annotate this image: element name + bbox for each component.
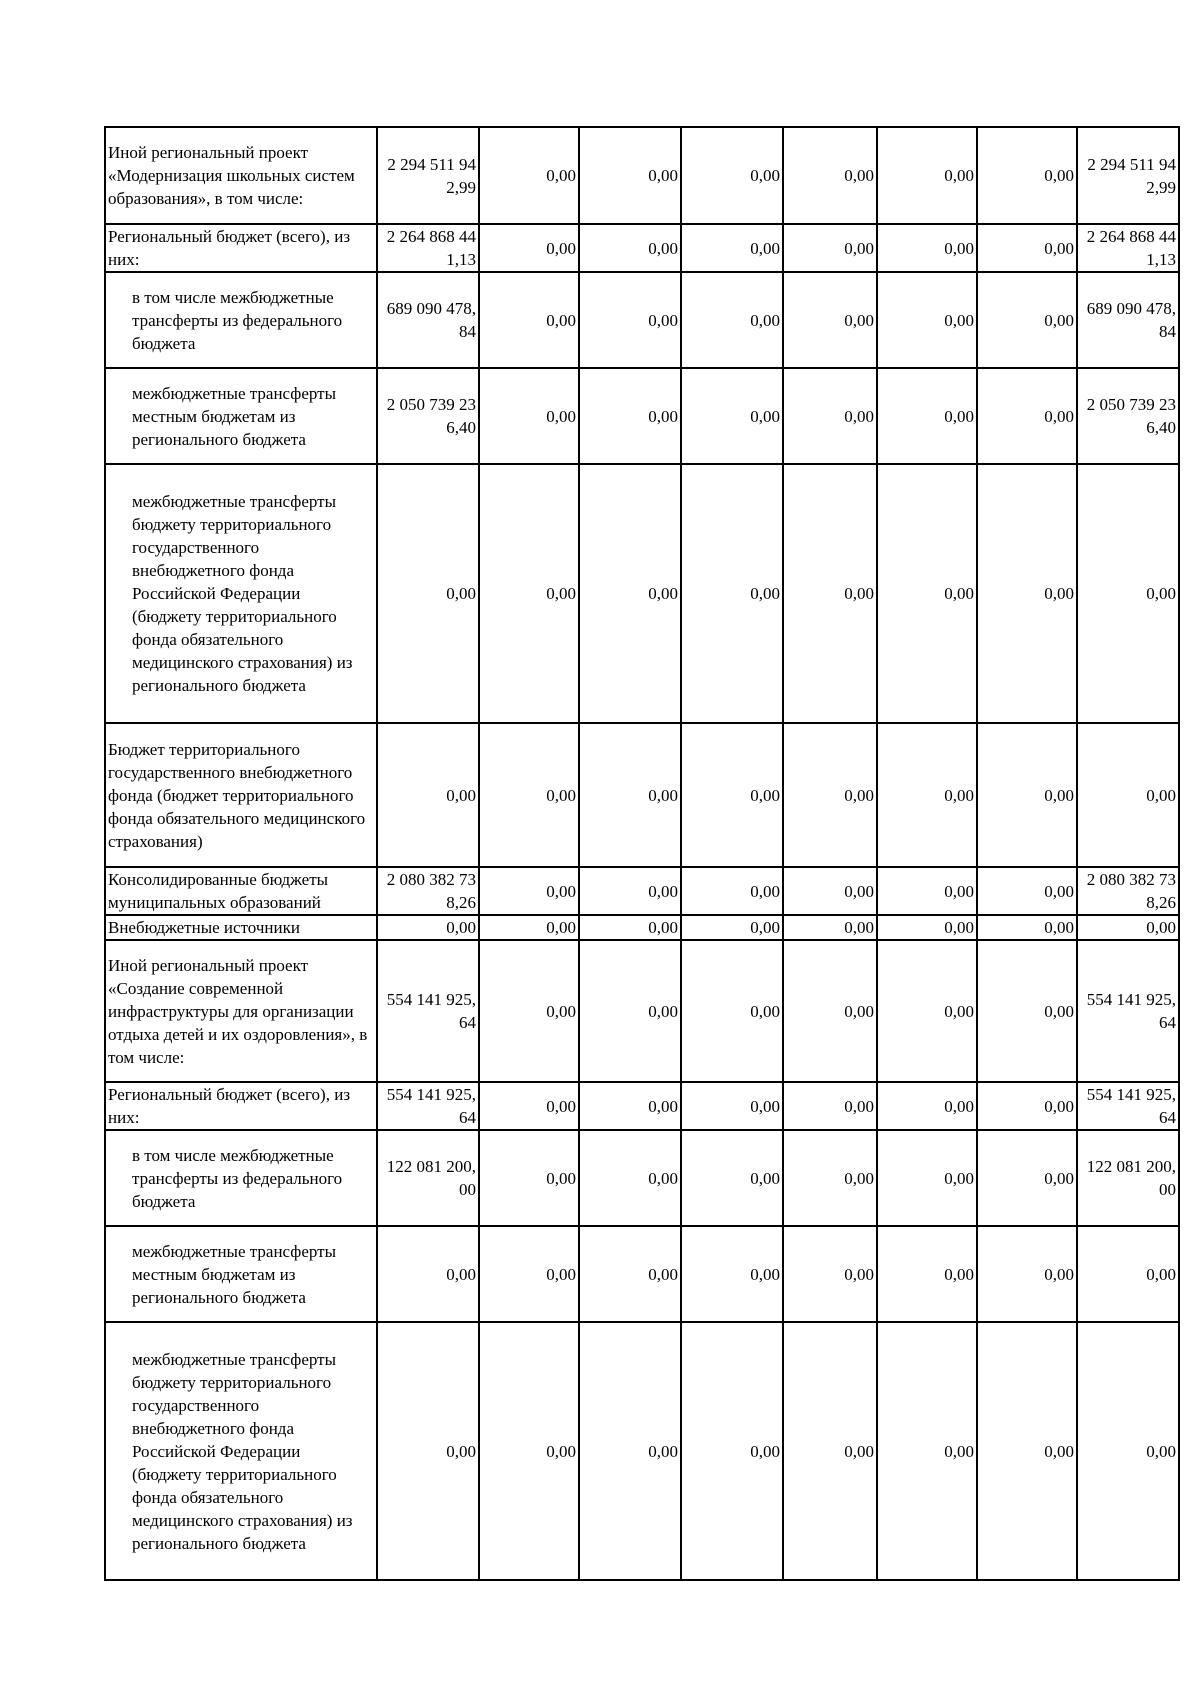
value-cell: 0,00 — [479, 940, 579, 1082]
value-cell: 0,00 — [579, 1082, 681, 1130]
value-cell: 0,00 — [579, 368, 681, 464]
value-cell: 0,00 — [479, 464, 579, 723]
value-cell: 2 264 868 441,13 — [377, 224, 479, 272]
row-label: Внебюджетные источники — [105, 915, 377, 940]
value-cell: 0,00 — [783, 272, 877, 368]
table-row — [105, 1322, 1179, 1580]
value-cell: 122 081 200,00 — [377, 1130, 479, 1226]
value-cell: 554 141 925,64 — [377, 940, 479, 1082]
table-row — [105, 915, 1179, 940]
value-cell: 689 090 478,84 — [377, 272, 479, 368]
value-cell: 689 090 478,84 — [1077, 272, 1179, 368]
value-cell: 0,00 — [681, 1322, 783, 1580]
value-cell: 2 050 739 236,40 — [1077, 368, 1179, 464]
value-cell: 554 141 925,64 — [1077, 940, 1179, 1082]
budget-table — [104, 126, 1180, 1581]
table-row — [105, 1226, 1179, 1322]
value-cell: 0,00 — [579, 915, 681, 940]
value-cell: 2 264 868 441,13 — [1077, 224, 1179, 272]
value-cell: 0,00 — [977, 1082, 1077, 1130]
value-cell: 0,00 — [377, 723, 479, 867]
row-label: Бюджет территориального государственного внебюджетного фонда (бюджет территориального фонда обязательного медицинского страхования) — [105, 723, 377, 867]
value-cell: 0,00 — [783, 915, 877, 940]
value-cell: 0,00 — [877, 1130, 977, 1226]
value-cell: 0,00 — [681, 127, 783, 224]
value-cell: 0,00 — [579, 1130, 681, 1226]
value-cell: 0,00 — [681, 224, 783, 272]
value-cell: 0,00 — [877, 1322, 977, 1580]
value-cell: 0,00 — [977, 723, 1077, 867]
value-cell: 0,00 — [479, 723, 579, 867]
value-cell: 0,00 — [479, 368, 579, 464]
value-cell: 0,00 — [783, 127, 877, 224]
value-cell: 0,00 — [783, 1082, 877, 1130]
value-cell: 0,00 — [579, 272, 681, 368]
value-cell: 2 080 382 738,26 — [1077, 867, 1179, 915]
row-label: межбюджетные трансферты бюджету территориального государственного внебюджетного фонда Российской Федерации (бюджету территориального фонда обязательного медицинского страхования) из регионального бюджета — [105, 464, 377, 723]
value-cell: 0,00 — [479, 1322, 579, 1580]
value-cell: 0,00 — [681, 464, 783, 723]
value-cell: 0,00 — [681, 915, 783, 940]
value-cell: 554 141 925,64 — [1077, 1082, 1179, 1130]
row-label: межбюджетные трансферты местным бюджетам из регионального бюджета — [105, 1226, 377, 1322]
value-cell: 0,00 — [579, 1322, 681, 1580]
value-cell: 0,00 — [783, 368, 877, 464]
value-cell: 0,00 — [977, 368, 1077, 464]
value-cell: 122 081 200,00 — [1077, 1130, 1179, 1226]
value-cell: 0,00 — [479, 915, 579, 940]
value-cell: 0,00 — [579, 940, 681, 1082]
value-cell: 0,00 — [579, 723, 681, 867]
value-cell: 0,00 — [681, 1082, 783, 1130]
table-row — [105, 940, 1179, 1082]
table-row — [105, 1082, 1179, 1130]
value-cell: 0,00 — [783, 940, 877, 1082]
value-cell: 0,00 — [877, 915, 977, 940]
value-cell: 0,00 — [681, 272, 783, 368]
value-cell: 2 294 511 942,99 — [1077, 127, 1179, 224]
value-cell: 0,00 — [377, 915, 479, 940]
value-cell: 0,00 — [1077, 723, 1179, 867]
value-cell: 0,00 — [877, 127, 977, 224]
value-cell: 0,00 — [579, 224, 681, 272]
value-cell: 0,00 — [977, 464, 1077, 723]
value-cell: 0,00 — [877, 1082, 977, 1130]
row-label: межбюджетные трансферты местным бюджетам из регионального бюджета — [105, 368, 377, 464]
value-cell: 0,00 — [681, 368, 783, 464]
value-cell: 0,00 — [681, 1130, 783, 1226]
table-row — [105, 127, 1179, 224]
value-cell: 0,00 — [579, 464, 681, 723]
value-cell: 0,00 — [977, 127, 1077, 224]
value-cell: 0,00 — [377, 1226, 479, 1322]
value-cell: 0,00 — [479, 272, 579, 368]
value-cell: 0,00 — [479, 1130, 579, 1226]
row-label: в том числе межбюджетные трансферты из федерального бюджета — [105, 1130, 377, 1226]
value-cell: 0,00 — [877, 224, 977, 272]
value-cell: 2 050 739 236,40 — [377, 368, 479, 464]
value-cell: 0,00 — [977, 1226, 1077, 1322]
value-cell: 0,00 — [977, 224, 1077, 272]
budget-table-body — [105, 127, 1179, 1580]
value-cell: 0,00 — [783, 1226, 877, 1322]
value-cell: 0,00 — [877, 1226, 977, 1322]
value-cell: 0,00 — [479, 1226, 579, 1322]
row-label: Иной региональный проект «Модернизация школьных систем образования», в том числе: — [105, 127, 377, 224]
value-cell: 0,00 — [579, 127, 681, 224]
value-cell: 0,00 — [479, 867, 579, 915]
value-cell: 0,00 — [1077, 1322, 1179, 1580]
value-cell: 0,00 — [377, 464, 479, 723]
value-cell: 2 080 382 738,26 — [377, 867, 479, 915]
table-row — [105, 723, 1179, 867]
row-label: межбюджетные трансферты бюджету территориального государственного внебюджетного фонда Российской Федерации (бюджету территориального фонда обязательного медицинского страхования) из регионального бюджета — [105, 1322, 377, 1580]
value-cell: 0,00 — [681, 723, 783, 867]
value-cell: 0,00 — [681, 940, 783, 1082]
row-label: в том числе межбюджетные трансферты из федерального бюджета — [105, 272, 377, 368]
row-label: Иной региональный проект «Создание современной инфраструктуры для организации отдыха детей и их оздоровления», в том числе: — [105, 940, 377, 1082]
table-row — [105, 224, 1179, 272]
value-cell: 0,00 — [977, 940, 1077, 1082]
value-cell: 0,00 — [479, 1082, 579, 1130]
value-cell: 0,00 — [783, 224, 877, 272]
value-cell: 0,00 — [977, 1322, 1077, 1580]
value-cell: 0,00 — [877, 464, 977, 723]
value-cell: 0,00 — [1077, 915, 1179, 940]
value-cell: 0,00 — [783, 464, 877, 723]
row-label: Консолидированные бюджеты муниципальных образований — [105, 867, 377, 915]
value-cell: 0,00 — [681, 867, 783, 915]
value-cell: 0,00 — [377, 1322, 479, 1580]
value-cell: 0,00 — [977, 272, 1077, 368]
value-cell: 0,00 — [479, 127, 579, 224]
value-cell: 0,00 — [877, 723, 977, 867]
value-cell: 0,00 — [877, 272, 977, 368]
value-cell: 0,00 — [681, 1226, 783, 1322]
value-cell: 0,00 — [783, 723, 877, 867]
value-cell: 0,00 — [579, 1226, 681, 1322]
value-cell: 554 141 925,64 — [377, 1082, 479, 1130]
row-label: Региональный бюджет (всего), из них: — [105, 224, 377, 272]
value-cell: 0,00 — [977, 1130, 1077, 1226]
value-cell: 0,00 — [877, 940, 977, 1082]
table-row — [105, 867, 1179, 915]
value-cell: 0,00 — [1077, 464, 1179, 723]
value-cell: 0,00 — [479, 224, 579, 272]
table-row — [105, 1130, 1179, 1226]
value-cell: 0,00 — [1077, 1226, 1179, 1322]
value-cell: 0,00 — [579, 867, 681, 915]
table-row — [105, 272, 1179, 368]
value-cell: 0,00 — [783, 1322, 877, 1580]
value-cell: 0,00 — [877, 867, 977, 915]
table-row — [105, 368, 1179, 464]
value-cell: 0,00 — [877, 368, 977, 464]
table-row — [105, 464, 1179, 723]
value-cell: 0,00 — [783, 867, 877, 915]
value-cell: 0,00 — [977, 915, 1077, 940]
row-label: Региональный бюджет (всего), из них: — [105, 1082, 377, 1130]
value-cell: 0,00 — [977, 867, 1077, 915]
value-cell: 0,00 — [783, 1130, 877, 1226]
value-cell: 2 294 511 942,99 — [377, 127, 479, 224]
